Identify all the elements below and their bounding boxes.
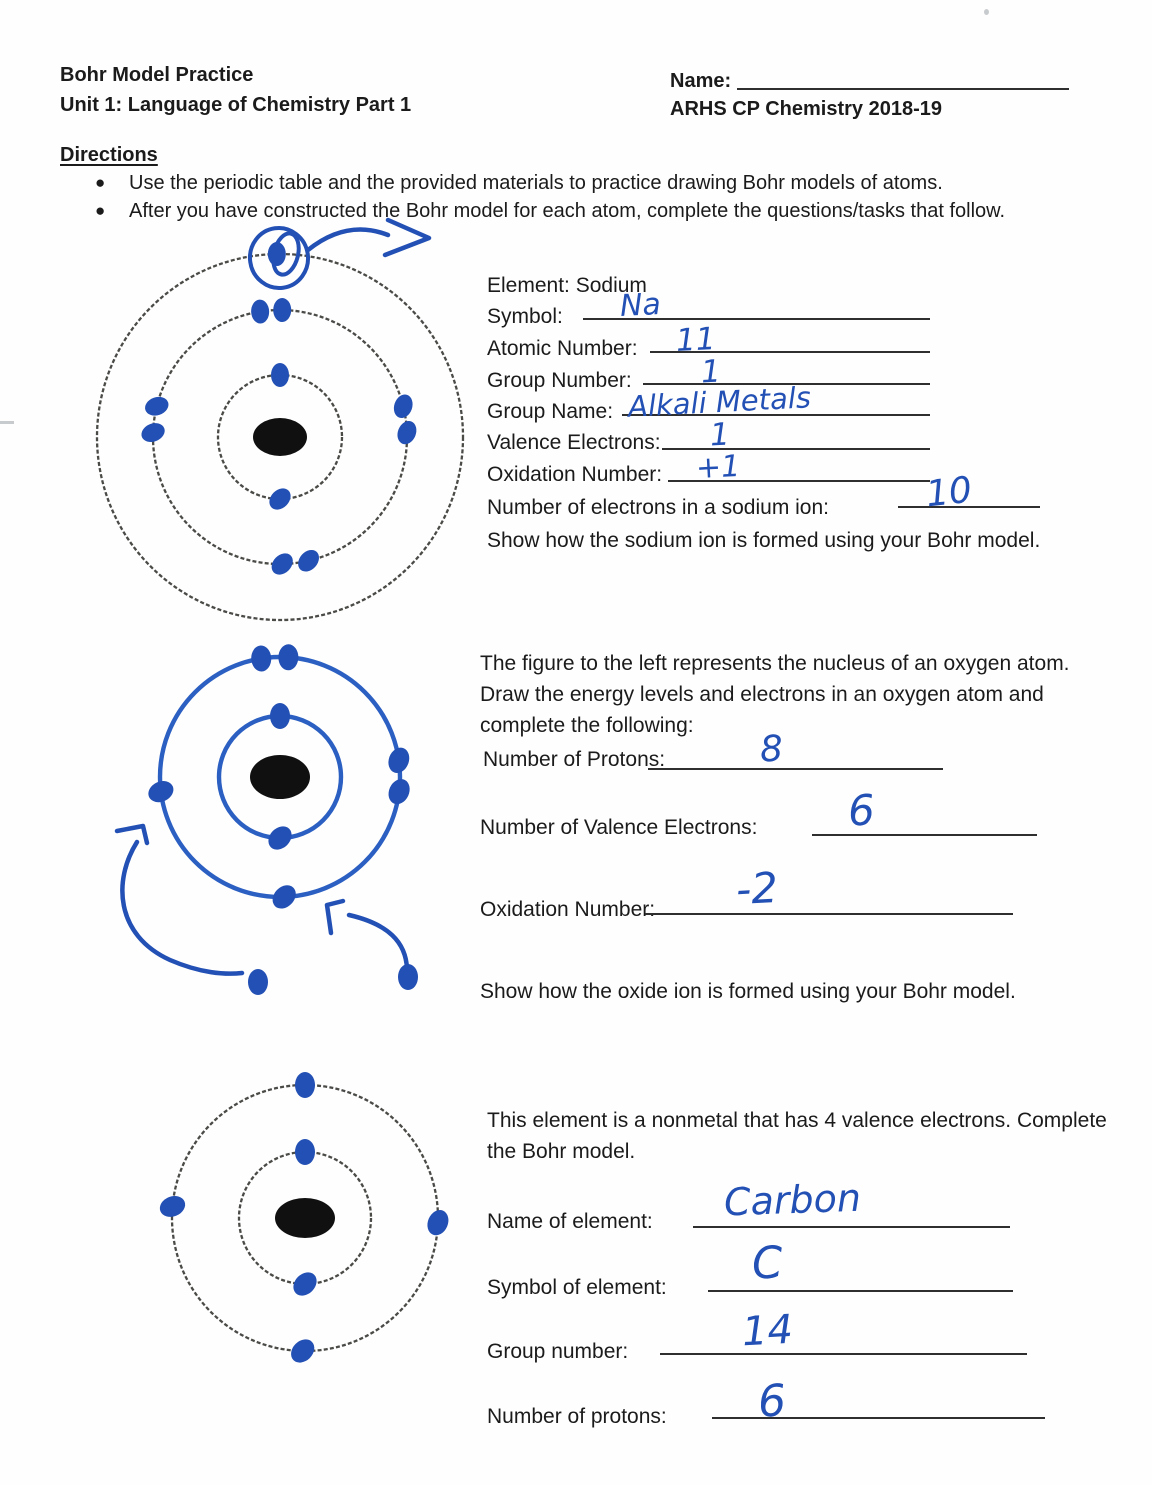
oxygen-nucleus	[250, 755, 310, 799]
sodium-group-number-label: Group Number:	[487, 369, 632, 392]
sodium-task-text: Show how the sodium ion is formed using your Bohr model.	[487, 529, 1041, 552]
sodium-group-name-answer: Alkali Metals	[627, 380, 812, 424]
oxygen-electron	[145, 777, 177, 806]
oxygen-prompt-text: The figure to the left represents the nucleus of an oxygen atom. Draw the energy levels and electrons in an oxygen atom and complete the following:	[480, 652, 1070, 737]
sodium-electron	[394, 418, 420, 447]
carbon-prompt-text: This element is a nonmetal that has 4 valence electrons. Complete the Bohr model.	[487, 1109, 1107, 1163]
carbon-electron	[295, 1139, 315, 1165]
oxygen-electron	[385, 776, 414, 808]
sodium-electron	[139, 420, 168, 446]
carbon-group-number-label: Group number:	[487, 1340, 629, 1363]
sodium-electron	[273, 298, 291, 322]
carbon-symbol-line	[708, 1290, 1013, 1292]
sodium-electron	[294, 546, 323, 576]
sodium-oxidation-answer: +1	[695, 448, 742, 487]
sodium-nucleus	[253, 418, 307, 456]
directions-bullet-2-text: After you have constructed the Bohr model for each atom, complete the questions/tasks that follow.	[129, 200, 1006, 222]
sodium-valence-line	[662, 448, 930, 450]
directions-bullet-1-text: Use the periodic table and the provided materials to practice drawing Bohr models of atoms.	[129, 172, 943, 194]
worksheet-title: Bohr Model Practice	[60, 64, 254, 86]
sodium-ion-electrons-answer: 10	[923, 469, 974, 516]
sodium-ion-electrons-label: Number of electrons in a sodium ion:	[487, 496, 829, 519]
gained-electron-arrow-left-head	[117, 826, 147, 843]
electron-leaving-arrow-head	[385, 220, 429, 255]
carbon-electron	[295, 1072, 315, 1098]
name-label: Name:	[670, 70, 732, 92]
sodium-electron	[251, 299, 270, 324]
sodium-oxidation-label: Oxidation Number:	[487, 463, 663, 486]
scan-artifact	[0, 421, 14, 424]
worksheet-subtitle: Unit 1: Language of Chemistry Part 1	[60, 94, 412, 116]
carbon-nucleus	[275, 1198, 335, 1238]
oxygen-protons-line	[648, 768, 943, 770]
oxygen-task-text: Show how the oxide ion is formed using your Bohr model.	[480, 980, 1016, 1003]
sodium-electron	[142, 394, 171, 419]
carbon-group-number-line	[660, 1353, 1027, 1355]
oxygen-electron	[278, 644, 298, 670]
scan-artifact	[984, 9, 989, 15]
sodium-symbol-answer: Na	[619, 286, 662, 325]
gained-electron-arrow-right-head	[327, 901, 343, 933]
bullet-icon: ●	[95, 173, 106, 192]
oxygen-protons-answer: 8	[758, 728, 784, 771]
carbon-name-line	[693, 1226, 1010, 1228]
carbon-group-number-answer: 14	[740, 1306, 795, 1356]
sodium-atomic-number-answer: 11	[675, 320, 717, 360]
sodium-group-name-label: Group Name:	[487, 400, 614, 423]
gained-electron-arrow-left-shaft	[122, 842, 242, 974]
carbon-protons-answer: 6	[756, 1375, 788, 1428]
oxygen-oxidation-line	[645, 913, 1013, 915]
directions-bullet-1	[95, 172, 1075, 195]
carbon-symbol-answer: C	[750, 1237, 785, 1290]
oxygen-valence-line	[812, 834, 1037, 836]
sodium-element-line: Element: Sodium	[487, 274, 647, 297]
sodium-symbol-label: Symbol:	[487, 305, 563, 328]
carbon-protons-label: Number of protons:	[487, 1405, 667, 1428]
oxygen-protons-label: Number of Protons:	[483, 748, 666, 771]
oxygen-electron	[270, 703, 290, 729]
sodium-group-number-answer: 1	[700, 353, 722, 391]
carbon-symbol-label: Symbol of element:	[487, 1276, 667, 1299]
oxygen-valence-label: Number of Valence Electrons:	[480, 816, 758, 839]
gained-electron-arrow-right-shaft	[349, 915, 407, 969]
oxygen-oxidation-answer: -2	[734, 862, 780, 915]
carbon-name-answer: Carbon	[723, 1175, 862, 1225]
sodium-electron	[391, 392, 416, 421]
sodium-bohr-diagram	[55, 215, 505, 645]
oxygen-oxidation-label: Oxidation Number:	[480, 898, 656, 921]
course-label: ARHS CP Chemistry 2018-19	[670, 98, 942, 120]
oxygen-electron	[251, 645, 272, 672]
sodium-valence-label: Valence Electrons:	[487, 431, 661, 454]
carbon-name-label: Name of element:	[487, 1210, 653, 1233]
oxygen-valence-answer: 6	[846, 785, 876, 836]
carbon-electron	[157, 1192, 188, 1220]
name-blank-line	[737, 88, 1069, 90]
oxygen-electron	[385, 745, 413, 776]
oxygen-electron	[248, 969, 268, 995]
sodium-electron	[271, 363, 289, 387]
sodium-valence-answer: 1	[709, 416, 731, 454]
carbon-electron	[424, 1207, 453, 1239]
directions-heading: Directions	[60, 144, 158, 166]
bullet-icon: ●	[95, 201, 106, 220]
oxygen-bohr-diagram	[85, 630, 485, 1030]
carbon-bohr-diagram	[130, 1065, 490, 1425]
sodium-atomic-number-label: Atomic Number:	[487, 337, 638, 360]
electron-leaving-arrow-shaft	[308, 230, 388, 250]
